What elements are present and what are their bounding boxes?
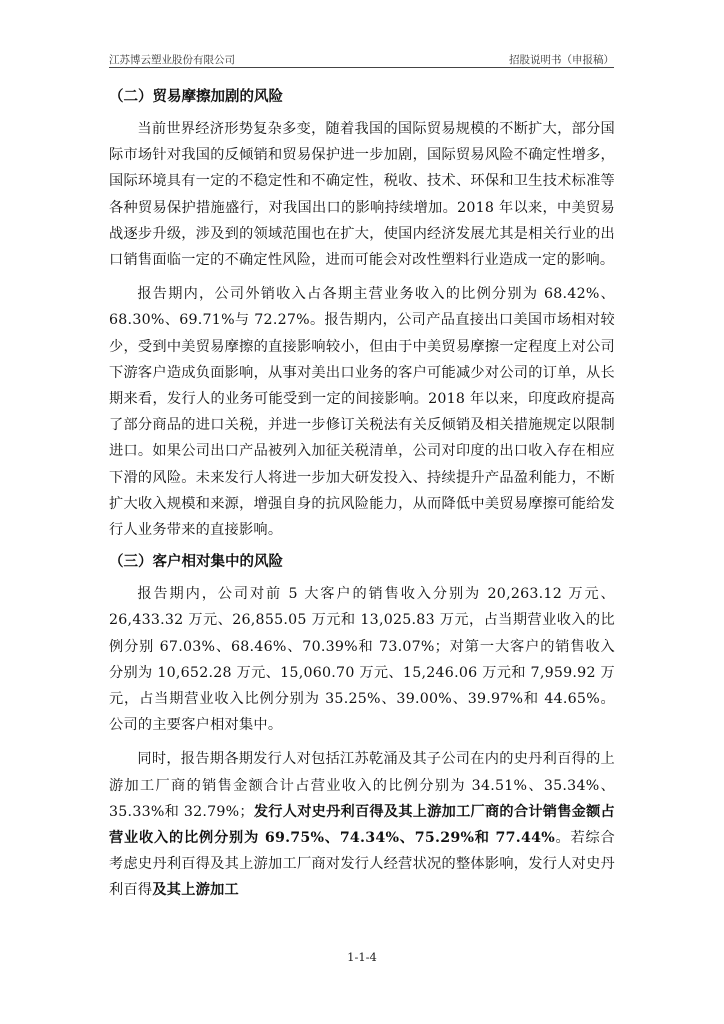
section-heading-customer-concentration: （三）客户相对集中的风险 xyxy=(109,554,283,571)
paragraph-trade-friction-1: 当前世界经济形势复杂多变，随着我国的国际贸易规模的不断扩大，部分国际市场针对我国的反倾销和贸易保护进一步加剧，国际贸易风险不确定性增多，国际环境具有一定的不稳定性和不确定性，税收、技术、环保和卫生技术标准等各种贸易保护措施盛行，对我国出口的影响持续增加。2018 年以来，中美贸易战逐步升级，涉及到的领域范围也在扩大，使国内经济发展尤其是相关行业的出口销售面临一定的不确定性风险，进而可能会对改性塑料行业造成一定的影响。 xyxy=(109,121,615,269)
paragraph-text: 同时，报告期各期发行人对包括江苏乾涌及其子公司在内的史丹利百得的上游加工厂商的销售金额合计占营业收入的比例分别为 34.51%、35.34%、35.33%和 32.79%； xyxy=(109,751,615,820)
header-document-title: 招股说明书（申报稿） xyxy=(509,54,614,66)
paragraph-customer-concentration-1: 报告期内，公司对前 5 大客户的销售收入分别为 20,263.12 万元、26,433.32 万元、26,855.05 万元和 13,025.83 万元，占当期营业收入的比例分别 67.03%、68.46%、70.39%和 73.07%；对第一大客户的销售收入分别为 10,652.28 万元、15,060.70 万元、15,246.06 万元和 7,959.92 万元，占当期营业收入比例分别为 35.25%、39.00%、39.97%和 44.65%。公司的主要客户相对集中。 xyxy=(109,586,615,734)
paragraph-text: 。若综合考虑史丹利百得及其上游加工厂商对发行人经营状况的整体影响，发行人对史丹利百得 xyxy=(109,830,615,899)
page-header xyxy=(109,50,614,68)
header-company-name: 江苏博云塑业股份有限公司 xyxy=(109,54,235,66)
paragraph-customer-concentration-2 xyxy=(109,746,615,903)
header-divider xyxy=(109,67,614,68)
bold-emphasis-text: 发行人对史丹利百得及其上游加工厂商的合计销售金额占营业收入的比例分别为 69.75%、74.34%、75.29%和 77.44% xyxy=(109,803,615,847)
paragraph-trade-friction-2: 报告期内，公司外销收入占各期主营业务收入的比例分别为 68.42%、68.30%、69.71%与 72.27%。报告期内，公司产品直接出口美国市场相对较少，受到中美贸易摩擦的直接影响较小，但由于中美贸易摩擦一定程度上对公司下游客户造成负面影响，从事对美出口业务的客户可能减少对公司的订单，从长期来看，发行人的业务可能受到一定的间接影响。2018 年以来，印度政府提高了部分商品的进口关税，并进一步修订关税法有关反倾销及相关措施规定以限制进口。如果公司出口产品被列入加征关税清单，公司对印度的出口收入存在相应下滑的风险。未来发行人将进一步加大研发投入、持续提升产品盈利能力，不断扩大收入规模和来源，增强自身的抗风险能力，从而降低中美贸易摩擦可能给发行人业务带来的直接影响。 xyxy=(109,286,615,539)
section-heading-trade-friction: （二）贸易摩擦加剧的风险 xyxy=(109,89,283,105)
document-body xyxy=(109,82,615,912)
bold-emphasis-text: 及其上游加工 xyxy=(152,882,239,899)
page-number: 1-1-4 xyxy=(347,950,377,964)
